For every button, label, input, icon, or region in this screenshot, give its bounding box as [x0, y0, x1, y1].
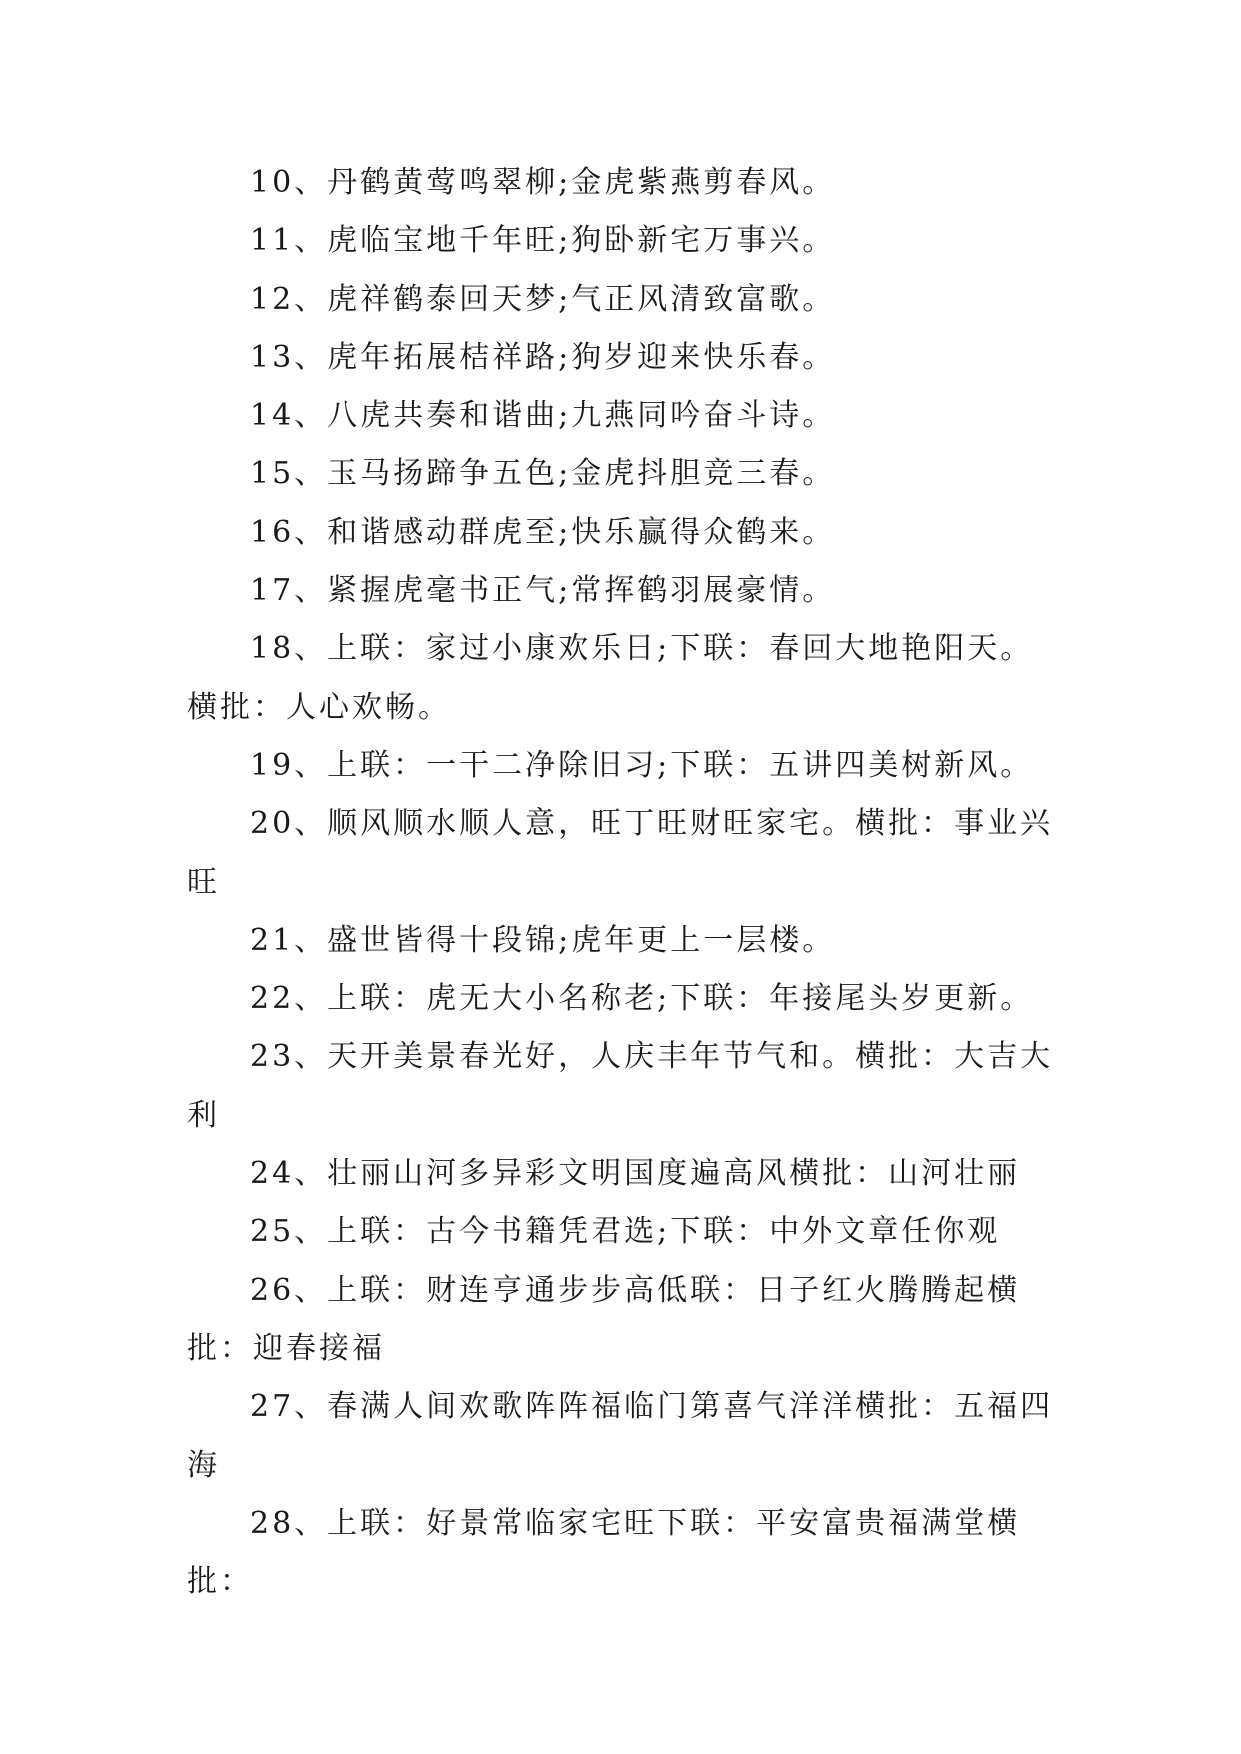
- couplet-line-15: 15、玉马扬蹄争五色;金虎抖胆竞三春。: [250, 456, 836, 492]
- couplet-line-10: 10、丹鹤黄莺鸣翠柳;金虎紫燕剪春风。: [250, 165, 836, 200]
- couplet-line-25: 25、上联：古今书籍凭君选;下联：中外文章任你观: [250, 1214, 1001, 1250]
- couplet-line-18: 18、上联：家过小康欢乐日;下联：春回大地艳阳天。横批：人心欢畅。: [187, 631, 1034, 725]
- couplet-line-11: 11、虎临宝地千年旺;狗卧新宅万事兴。: [250, 223, 836, 259]
- couplet-line-19: 19、上联：一干二净除旧习;下联：五讲四美树新风。: [250, 747, 1034, 783]
- couplet-line-22: 22、上联：虎无大小名称老;下联：年接尾头岁更新。: [250, 981, 1034, 1017]
- couplet-line-17: 17、紧握虎毫书正气;常挥鹤羽展豪情。: [250, 573, 836, 609]
- couplet-line-24: 24、壮丽山河多异彩文明国度遍高风横批：山河壮丽: [250, 1156, 1021, 1192]
- couplet-line-13: 13、虎年拓展桔祥路;狗岁迎来快乐春。: [250, 339, 836, 375]
- couplet-line-23: 23、天开美景春光好，人庆丰年节气和。横批：大吉大利: [187, 1039, 1054, 1133]
- couplet-line-12: 12、虎祥鹤泰回天梦;气正风清致富歌。: [250, 281, 836, 317]
- couplet-line-28: 28、上联：好景常临家宅旺下联：平安富贵福满堂横批：: [187, 1505, 1021, 1600]
- couplet-line-20: 20、顺风顺水顺人意，旺丁旺财旺家宅。横批：事业兴旺: [187, 806, 1054, 900]
- couplet-line-27: 27、春满人间欢歌阵阵福临门第喜气洋洋横批：五福四海: [187, 1389, 1054, 1483]
- couplet-line-14: 14、八虎共奏和谐曲;九燕同吟奋斗诗。: [250, 398, 836, 434]
- couplet-line-26: 26、上联：财连亨通步步高低联：日子红火腾腾起横批：迎春接福: [187, 1272, 1021, 1366]
- couplet-line-16: 16、和谐感动群虎至;快乐赢得众鹤来。: [250, 514, 836, 550]
- couplet-line-21: 21、盛世皆得十段锦;虎年更上一层楼。: [250, 922, 836, 958]
- couplet-list: [187, 154, 1057, 1611]
